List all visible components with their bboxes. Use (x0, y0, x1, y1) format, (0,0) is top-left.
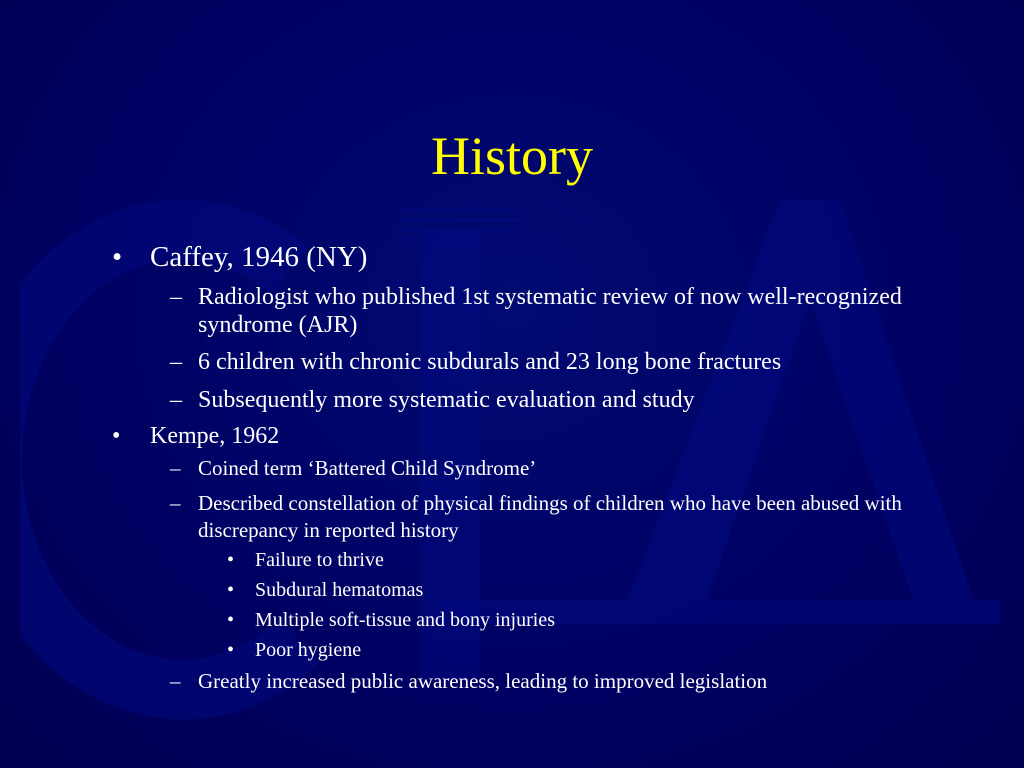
sub-bullet-text: Subsequently more systematic evaluation and study (198, 387, 695, 413)
sub-bullet-text: 6 children with chronic subdurals and 23 long bone fractures (198, 349, 782, 375)
sub-bullet-radiologist (112, 283, 942, 339)
sub-bullet-marker: – (170, 387, 182, 413)
bullet-text: Caffey, 1946 (NY) (150, 241, 368, 273)
sub-sub-bullet-text: Failure to thrive (255, 549, 384, 571)
sub-sub-bullet-marker: • (227, 579, 235, 601)
sub-bullet-text: Coined term ‘Battered Child Syndrome’ (198, 456, 537, 480)
sub-bullet-marker: – (170, 669, 181, 693)
sub-bullet-marker: – (170, 491, 181, 515)
sub-bullet-six-children (112, 348, 942, 376)
bullet-marker: • (112, 241, 123, 273)
sub-bullet-coined-term (112, 455, 942, 481)
bullet-caffey (112, 240, 942, 274)
sub-sub-bullet-marker: • (227, 639, 235, 661)
sub-sub-bullet-text: Poor hygiene (255, 639, 362, 661)
slide-body (112, 240, 942, 694)
bullet-text: Kempe, 1962 (150, 423, 280, 449)
sub-bullet-described (112, 490, 942, 544)
sub-sub-bullet-text: Multiple soft-tissue and bony injuries (255, 609, 555, 631)
sub-bullet-text: Radiologist who published 1st systematic review of now well-recognized syndrome (AJR) (198, 284, 902, 338)
slide-title: History (431, 126, 593, 186)
sub-sub-bullet-poor-hygiene (112, 638, 942, 662)
sub-sub-bullet-marker: • (227, 609, 235, 631)
sub-bullet-subsequently (112, 386, 942, 414)
sub-sub-bullet-subdural-hematomas (112, 578, 942, 602)
sub-bullet-marker: – (170, 349, 182, 375)
sub-sub-bullet-multiple-injuries (112, 608, 942, 632)
sub-bullet-marker: – (170, 284, 182, 310)
sub-bullet-marker: – (170, 456, 181, 480)
sub-bullet-text: Greatly increased public awareness, leading to improved legislation (198, 669, 768, 693)
sub-sub-bullet-marker: • (227, 549, 235, 571)
sub-sub-bullet-text: Subdural hematomas (255, 579, 424, 601)
sub-bullet-public-awareness (112, 668, 942, 694)
sub-sub-bullet-failure-to-thrive (112, 548, 942, 572)
bullet-kempe (112, 421, 942, 451)
sub-bullet-text: Described constellation of physical findings of children who have been abused with discrepancy in reported history (198, 491, 902, 542)
bullet-marker: • (112, 423, 121, 449)
